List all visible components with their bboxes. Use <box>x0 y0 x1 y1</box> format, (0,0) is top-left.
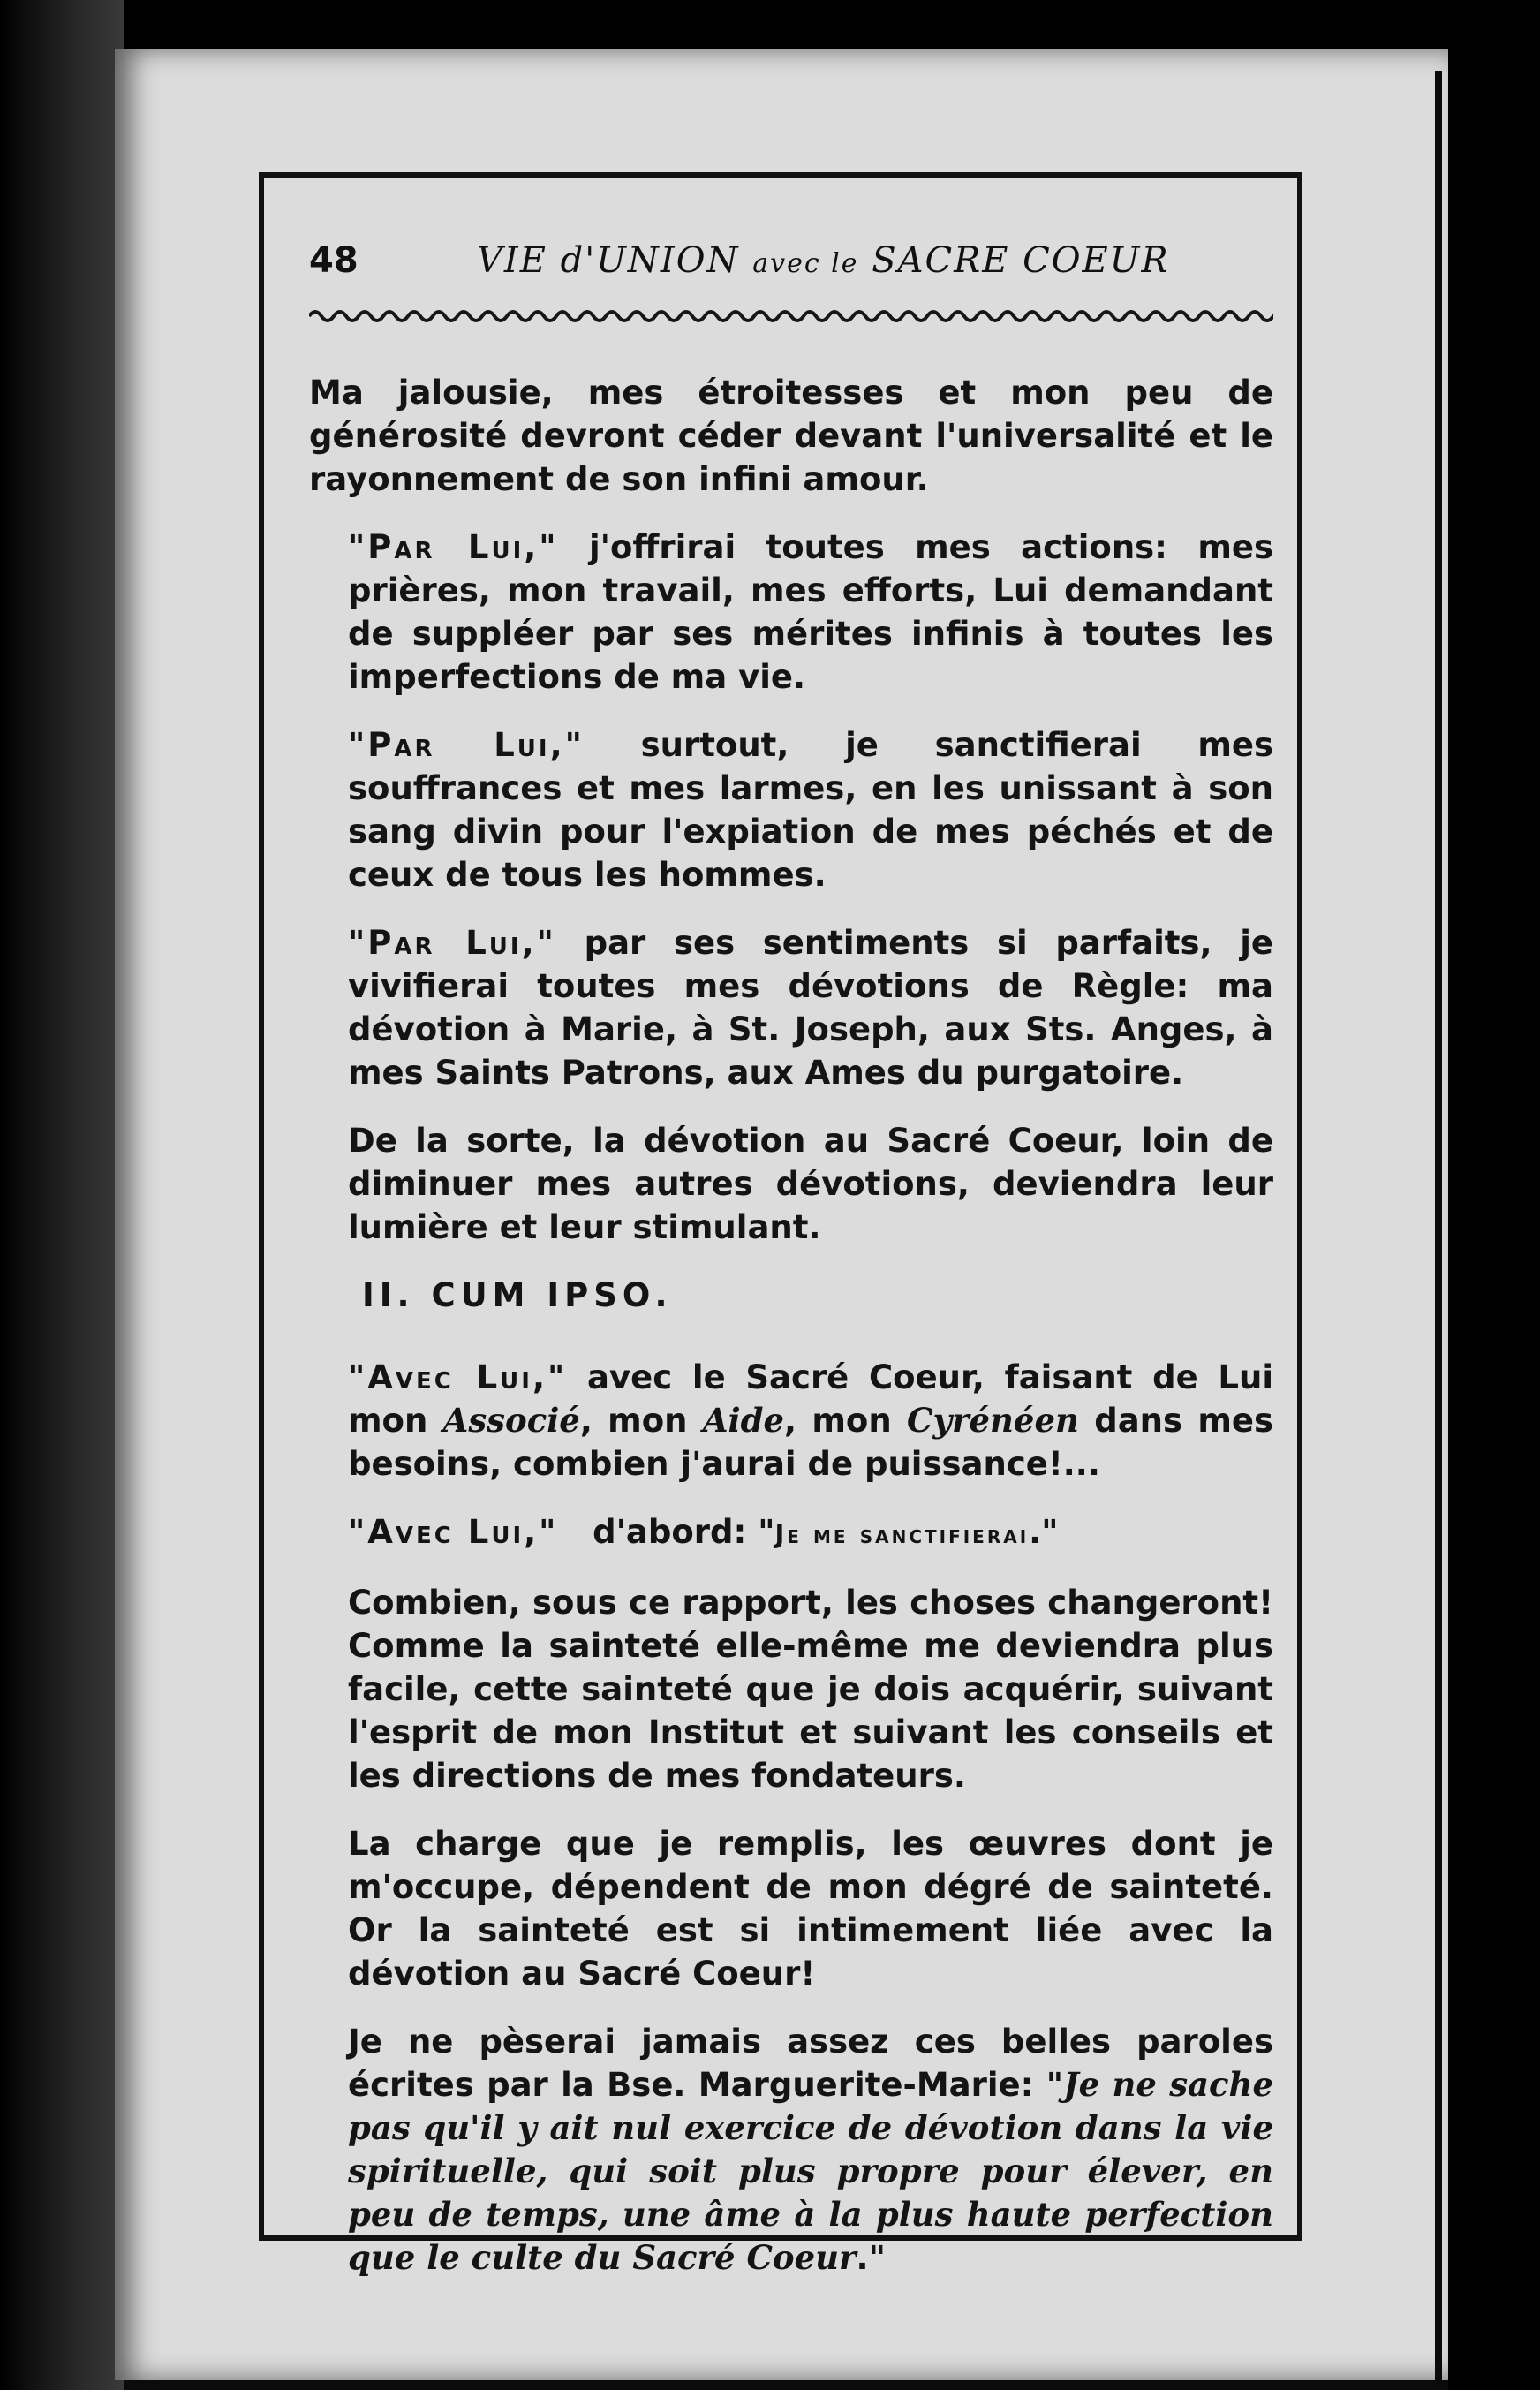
paragraph-10-text-b: ." <box>856 2239 886 2277</box>
page-body <box>309 371 1273 2304</box>
paragraph-6-text-a: avec le Sacré Coeur, faisant de Lui mon <box>348 1358 1274 1440</box>
paragraph-6-text-b: , mon <box>579 1402 688 1440</box>
marguerite-quote-italic: Je ne sache pas qu'il y ait nul exercice de dévotion dans la vie spirituelle, qui soit plus propre pour élever, en peu de temps, une âme à la plus haute perfection que le culte du Sacré Coeur <box>348 2065 1273 2277</box>
page-edge-rule <box>1435 71 1442 2385</box>
sanctifierai-caps: Je me sanctifierai <box>774 1519 1030 1549</box>
par-lui-lead: "Par Lui," <box>348 924 556 962</box>
par-lui-lead: "Par Lui," <box>348 726 585 764</box>
film-border-top <box>0 0 1540 53</box>
running-header <box>309 240 1272 293</box>
paragraph-4 <box>309 921 1273 1094</box>
paragraph-10 <box>309 2020 1273 2280</box>
wavy-rule-ornament <box>309 305 1273 328</box>
paragraph-3-text: surtout, je sanctifierai mes souffrances et mes larmes, en les unissant à son sang divin pour l'expiation de mes péchés et de ceux de tous les hommes. <box>348 726 1273 894</box>
aide-italic: Aide <box>702 1401 785 1440</box>
paragraph-9: La charge que je remplis, les œuvres dont je m'occupe, dépendent de mon dégré de sainteté. Or la sainteté est si intimement liée avec la dévotion au Sacré Coeur! <box>348 1825 1273 1993</box>
paragraph-3 <box>309 723 1273 896</box>
par-lui-lead: "Par Lui," <box>348 528 559 566</box>
avec-lui-lead: "Avec Lui," <box>348 1513 559 1551</box>
paragraph-7-text-a: d'abord: " <box>593 1513 775 1551</box>
paragraph-1: Ma jalousie, mes étroitesses et mon peu de générosité devront céder devant l'universalité et le rayonnement de son infini amour. <box>309 374 1273 498</box>
section-heading: II. CUM IPSO. <box>362 1276 673 1314</box>
page-number: 48 <box>309 240 359 281</box>
cyreneen-italic: Cyrénéen <box>907 1401 1079 1440</box>
title-part-3: SACRE COEUR <box>872 240 1170 281</box>
title-part-2: avec le <box>752 248 859 279</box>
paragraph-2-text: j'offrirai toutes mes actions: mes prières, mon travail, mes efforts, Lui demandant de suppléer par ses mérites infinis à toutes les imperfections de ma vie. <box>348 528 1273 696</box>
paragraph-10-text-a: Je ne pèserai jamais assez ces belles paroles écrites par la Bse. Marguerite-Marie: " <box>348 2023 1273 2104</box>
paragraph-5: De la sorte, la dévotion au Sacré Coeur, loin de diminuer mes autres dévotions, deviendra leur lumière et leur stimulant. <box>348 1122 1273 1246</box>
paragraph-7 <box>309 1510 1273 1556</box>
paragraph-2 <box>309 526 1273 699</box>
paragraph-8: Combien, sous ce rapport, les choses changeront! Comme la sainteté elle-même me deviendra plus facile, cette sainteté que je dois acquérir, suivant l'esprit de mon Institut et suivant les conseils et les directions de mes fondateurs. <box>348 1584 1273 1795</box>
paragraph-6-text-d: dans mes besoins, combien j'aurai de puissance!... <box>348 1402 1273 1483</box>
paragraph-6 <box>309 1356 1273 1486</box>
film-border-right <box>1448 0 1540 2390</box>
associe-italic: Associé <box>442 1401 580 1440</box>
paragraph-6-text-c: , mon <box>784 1402 892 1440</box>
avec-lui-lead: "Avec Lui," <box>348 1358 568 1396</box>
paragraph-4-text: par ses sentiments si parfaits, je vivifierai toutes mes dévotions de Règle: ma dévotion à Marie, à St. Joseph, aux Sts. Anges, à mes Saints Patrons, aux Ames du purgatoire. <box>348 924 1273 1092</box>
running-title <box>477 240 1183 281</box>
title-part-1: VIE d'UNION <box>477 240 740 281</box>
film-border-left <box>0 0 124 2390</box>
paragraph-7-text-b: ." <box>1029 1513 1059 1551</box>
